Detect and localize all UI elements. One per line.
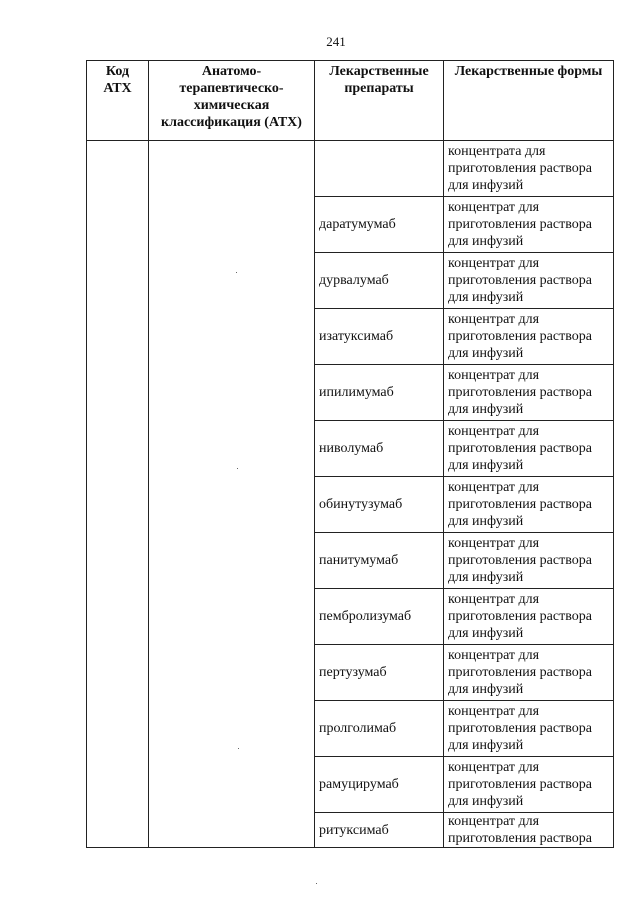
- dosage-form-cell: концентрат для приготовления раствора для инфузий: [444, 197, 614, 253]
- drug-name-cell: [315, 141, 444, 197]
- drug-name-cell: даратумумаб: [315, 197, 444, 253]
- dosage-form-cell: концентрат для приготовления раствора для инфузий: [444, 701, 614, 757]
- header-drugs: Лекарственные препараты: [315, 61, 444, 141]
- drug-name-cell: ниволумаб: [315, 421, 444, 477]
- scan-speck: [236, 272, 237, 273]
- header-atx-classification: Анатомо-терапевтическо-химическая классификация (АТХ): [149, 61, 315, 141]
- drug-name-cell: рамуцирумаб: [315, 757, 444, 813]
- atx-drug-table: [86, 60, 614, 848]
- table-row: [87, 141, 614, 197]
- scan-speck: [237, 468, 238, 469]
- drug-name-cell: ритуксимаб: [315, 813, 444, 848]
- atx-classification-cell: [149, 141, 315, 848]
- dosage-form-cell: концентрат для приготовления раствора для инфузий: [444, 477, 614, 533]
- drug-name-cell: изатуксимаб: [315, 309, 444, 365]
- header-dosage-forms: Лекарственные формы: [444, 61, 614, 141]
- drug-name-cell: пембролизумаб: [315, 589, 444, 645]
- dosage-form-cell: концентрат для приготовления раствора для инфузий: [444, 365, 614, 421]
- dosage-form-cell: концентрата для приготовления раствора для инфузий: [444, 141, 614, 197]
- drug-name-cell: пертузумаб: [315, 645, 444, 701]
- drug-name-cell: ипилимумаб: [315, 365, 444, 421]
- table-header-row: [87, 61, 614, 141]
- dosage-form-cell: концентрат для приготовления раствора для инфузий: [444, 589, 614, 645]
- dosage-form-cell: концентрат для приготовления раствора для инфузий: [444, 253, 614, 309]
- drug-name-cell: панитумумаб: [315, 533, 444, 589]
- dosage-form-cell: концентрат для приготовления раствора: [444, 813, 614, 848]
- drug-name-cell: пролголимаб: [315, 701, 444, 757]
- dosage-form-cell: концентрат для приготовления раствора для инфузий: [444, 421, 614, 477]
- scan-speck: [238, 748, 239, 749]
- dosage-form-cell: концентрат для приготовления раствора для инфузий: [444, 309, 614, 365]
- dosage-form-cell: концентрат для приготовления раствора для инфузий: [444, 533, 614, 589]
- header-atx-code: Код АТХ: [87, 61, 149, 141]
- scan-speck: [316, 883, 317, 884]
- dosage-form-cell: концентрат для приготовления раствора для инфузий: [444, 757, 614, 813]
- page-number: 241: [326, 34, 346, 49]
- drug-name-cell: дурвалумаб: [315, 253, 444, 309]
- dosage-form-cell: концентрат для приготовления раствора для инфузий: [444, 645, 614, 701]
- atx-code-cell: [87, 141, 149, 848]
- drug-name-cell: обинутузумаб: [315, 477, 444, 533]
